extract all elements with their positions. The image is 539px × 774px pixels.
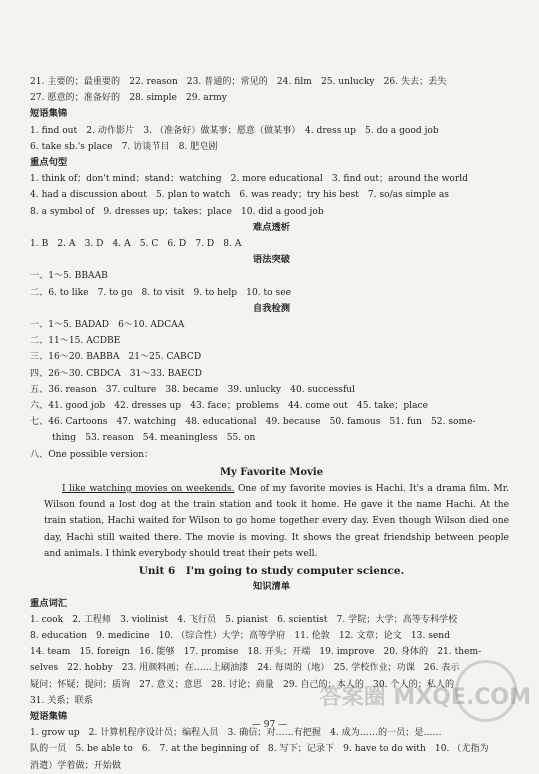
text-line: thing 53. reason 54. meaningless 55. on (52, 433, 256, 444)
text-line: 1. cook 2. 工程师 3. violinist 4. 飞行员 5. pianist 6. scientist 7. 学院；大学；高等专科学校 (30, 614, 458, 625)
text-line: 二、6. to like 7. to go 8. to visit 9. to help 10. to see (30, 287, 291, 298)
essay-underlined-sentence: I like watching movies on weekends. (62, 484, 235, 495)
essay-title: My Favorite Movie (219, 466, 324, 478)
text-line: 8. a symbol of 9. dresses up；takes；place 10. did a good job (30, 206, 324, 217)
essay-paragraph (30, 481, 513, 562)
watermark-logo: 答案圈 MXQE.COM (319, 685, 531, 710)
text-line: 1. think of；don't mind；stand；watching 2. more educational 3. find out；around the world (30, 174, 468, 185)
essay-body: One of my favorite movies is Hachi. It's a drama film. Mr. Wilson found a lost dog at the train station and took it home. He gave it the name Hachi. At the train station, Hachi waited for Wilson to go home together every day. Even though Wilson died one day, Hachi still waited there. The movie is moving. It shows the great friendship between people and animals. I think everybody should treat their pets well. (44, 484, 509, 559)
text-line: 八、One possible version： (30, 449, 154, 460)
text-line: 1. grow up 2. 计算机程序设计员；编程人员 3. 确信；对……有把握 4. 成为……的一员；是…… (30, 728, 442, 739)
unit-title: Unit 6 I'm going to study computer science. (138, 565, 405, 578)
section-heading: 重点词汇 (30, 597, 68, 609)
section-heading: 重点句型 (30, 157, 68, 169)
text-line: 四、26～30. CBDCA 31～33. BAECD (30, 368, 202, 379)
text-line: 1. find out 2. 动作影片 3. （准备好）做某事；愿意（做某事） 4. dress up 5. do a good job (30, 125, 439, 136)
section-heading: 自我检测 (252, 302, 291, 314)
section-heading: 难点透析 (252, 221, 291, 233)
text-line: 21. 主要的；最重要的 22. reason 23. 普通的；常见的 24. film 25. unlucky 26. 失去；丢失 (30, 77, 447, 87)
text-line: 消遣）学着做；开始做 (30, 760, 121, 771)
text-line: 27. 愿意的；准备好的 28. simple 29. army (30, 93, 227, 104)
text-line: 六、41. good job 42. dresses up 43. face；problems 44. come out 45. take；place (30, 401, 428, 412)
text-line: 14. team 15. foreign 16. 能够 17. promise 18. 开头；开端 19. improve 20. 身体的 21. them- (30, 647, 482, 658)
text-line: 4. had a discussion about 5. plan to watch 6. was ready；try his best 7. so/as simple as (30, 190, 449, 201)
text-line: 8. education 9. medicine 10. （综合性）大学；高等学府 11. 伦敦 12. 文章；论文 13. send (30, 630, 450, 641)
text-line: 二、11～15. ACDBE (30, 336, 121, 347)
text-line: 七、46. Cartoons 47. watching 48. educational 49. because 50. famous 51. fun 52. some- (30, 417, 476, 428)
text-line: 6. take sb.'s place 7. 访谈节目 8. 肥皂剧 (30, 141, 218, 152)
text-line: 31. 关系；联系 (30, 695, 93, 706)
text-line: 一、1～5. BADAD 6～10. ADCAA (30, 320, 185, 331)
text-line: 五、36. reason 37. culture 38. became 39. unlucky 40. successful (30, 384, 356, 395)
section-heading: 知识清单 (252, 581, 291, 593)
text-line: 疑问；怀疑；提问；质询 27. 意义；意思 28. 讨论；商量 29. 自己的；本人的 30. 个人的；私人的 (30, 679, 455, 690)
text-line: 三、16～20. BABBA 21～25. CABCD (30, 352, 202, 363)
text-line: 1. B 2. A 3. D 4. A 5. C 6. D 7. D 8. A (30, 239, 242, 250)
section-heading: 语法突破 (252, 254, 291, 266)
section-heading: 短语集锦 (30, 710, 68, 722)
section-heading: 短语集锦 (30, 108, 68, 120)
text-line: 一、1～5. BBAAB (30, 271, 108, 282)
text-line: 队的一员 5. be able to 6. 7. at the beginning of 8. 写下；记录下 9. have to do with 10. （尤指为 (30, 744, 489, 755)
page-number: — 97 — (251, 720, 288, 730)
text-line: selves 22. hobby 23. 用颜料画；在……上刷油漆 24. 每周的（地） 25. 学校作业；功课 26. 表示 (30, 663, 460, 674)
